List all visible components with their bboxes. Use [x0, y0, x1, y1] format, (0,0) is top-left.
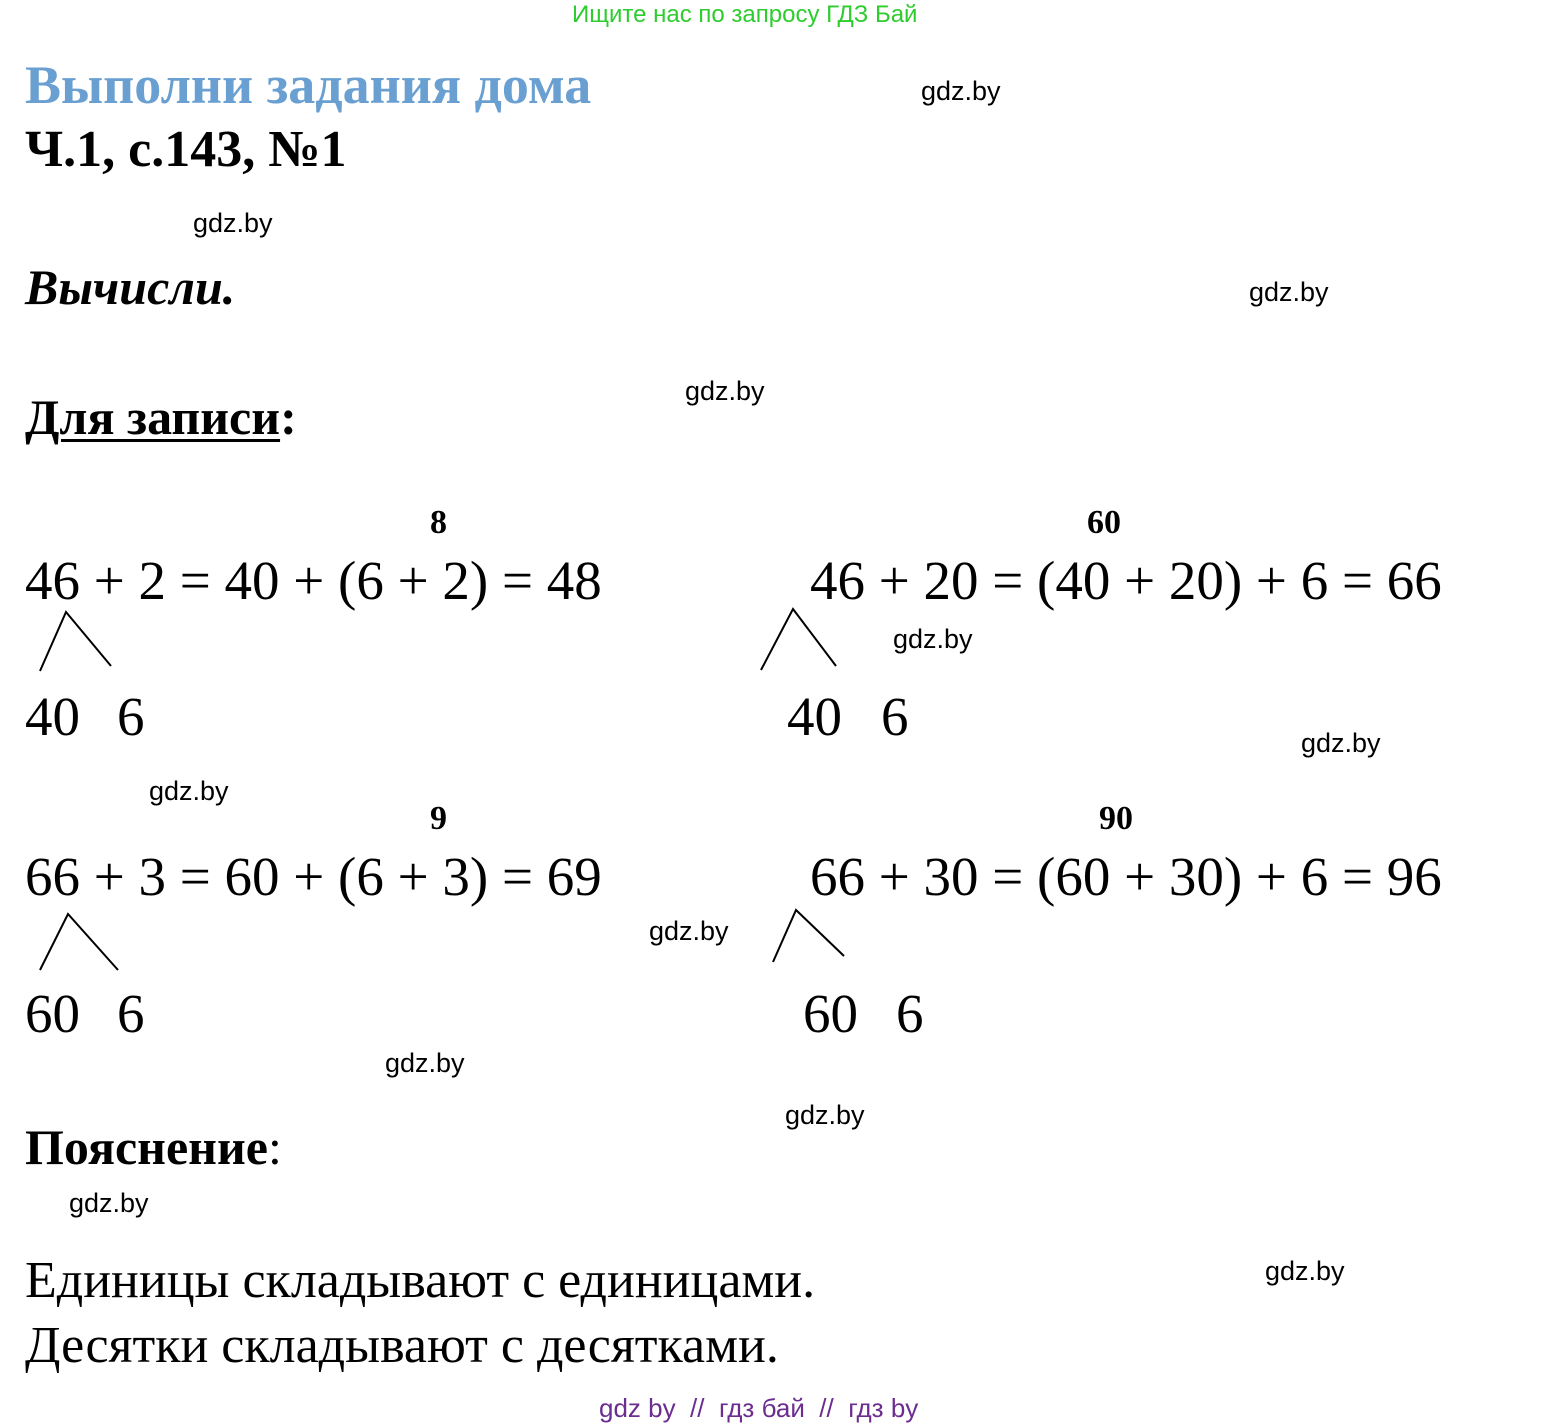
- expression-1: 46 + 2 = 40 + (6 + 2) = 48: [25, 550, 602, 611]
- watermark: gdz.by: [385, 1048, 465, 1078]
- tens-1: 40: [25, 686, 80, 747]
- page-title: Выполни задания дома: [25, 55, 592, 115]
- record-label: Для записи: [25, 389, 281, 445]
- record-colon: :: [280, 389, 297, 445]
- watermark: gdz.by: [1265, 1256, 1345, 1286]
- hint-3: 9: [430, 800, 447, 837]
- expression-2: 46 + 20 = (40 + 20) + 6 = 66: [810, 550, 1442, 611]
- ones-3: 6: [117, 983, 145, 1044]
- task-reference: Ч.1, с.143, №1: [25, 121, 347, 178]
- expression-3: 66 + 3 = 60 + (6 + 3) = 69: [25, 846, 602, 907]
- hint-1: 8: [430, 504, 447, 541]
- footer-links: gdz by // гдз бай // гдз by: [599, 1393, 919, 1423]
- explanation-line-1: Единицы складывают с единицами.: [25, 1252, 816, 1309]
- watermark: gdz.by: [149, 776, 229, 806]
- watermark: gdz.by: [921, 76, 1001, 106]
- watermark: gdz.by: [193, 208, 273, 238]
- ones-2: 6: [881, 686, 909, 747]
- explanation-heading: [25, 1119, 282, 1175]
- explanation-line-2: Десятки складывают с десятками.: [25, 1317, 779, 1374]
- watermark: gdz.by: [1249, 277, 1329, 307]
- hint-2: 60: [1087, 504, 1121, 541]
- watermark: gdz.by: [649, 916, 729, 946]
- instruction: Вычисли.: [25, 259, 236, 315]
- tens-2: 40: [787, 686, 842, 747]
- branch-lines-3: [40, 914, 118, 970]
- watermark: gdz.by: [69, 1188, 149, 1218]
- top-banner: Ищите нас по запросу ГДЗ Бай: [572, 1, 918, 28]
- watermark: gdz.by: [1301, 728, 1381, 758]
- ones-1: 6: [117, 686, 145, 747]
- watermark: gdz.by: [785, 1100, 865, 1130]
- tens-3: 60: [25, 983, 80, 1044]
- explanation-label: Пояснение: [25, 1119, 268, 1175]
- tens-4: 60: [803, 983, 858, 1044]
- ones-4: 6: [896, 983, 924, 1044]
- branch-lines-2: [761, 609, 836, 670]
- hint-4: 90: [1099, 800, 1133, 837]
- watermark: gdz.by: [893, 624, 973, 654]
- branch-lines-1: [40, 612, 111, 671]
- branch-lines-4: [773, 910, 844, 962]
- explanation-colon: :: [268, 1119, 282, 1175]
- expression-4: 66 + 30 = (60 + 30) + 6 = 96: [810, 846, 1442, 907]
- watermark: gdz.by: [685, 376, 765, 406]
